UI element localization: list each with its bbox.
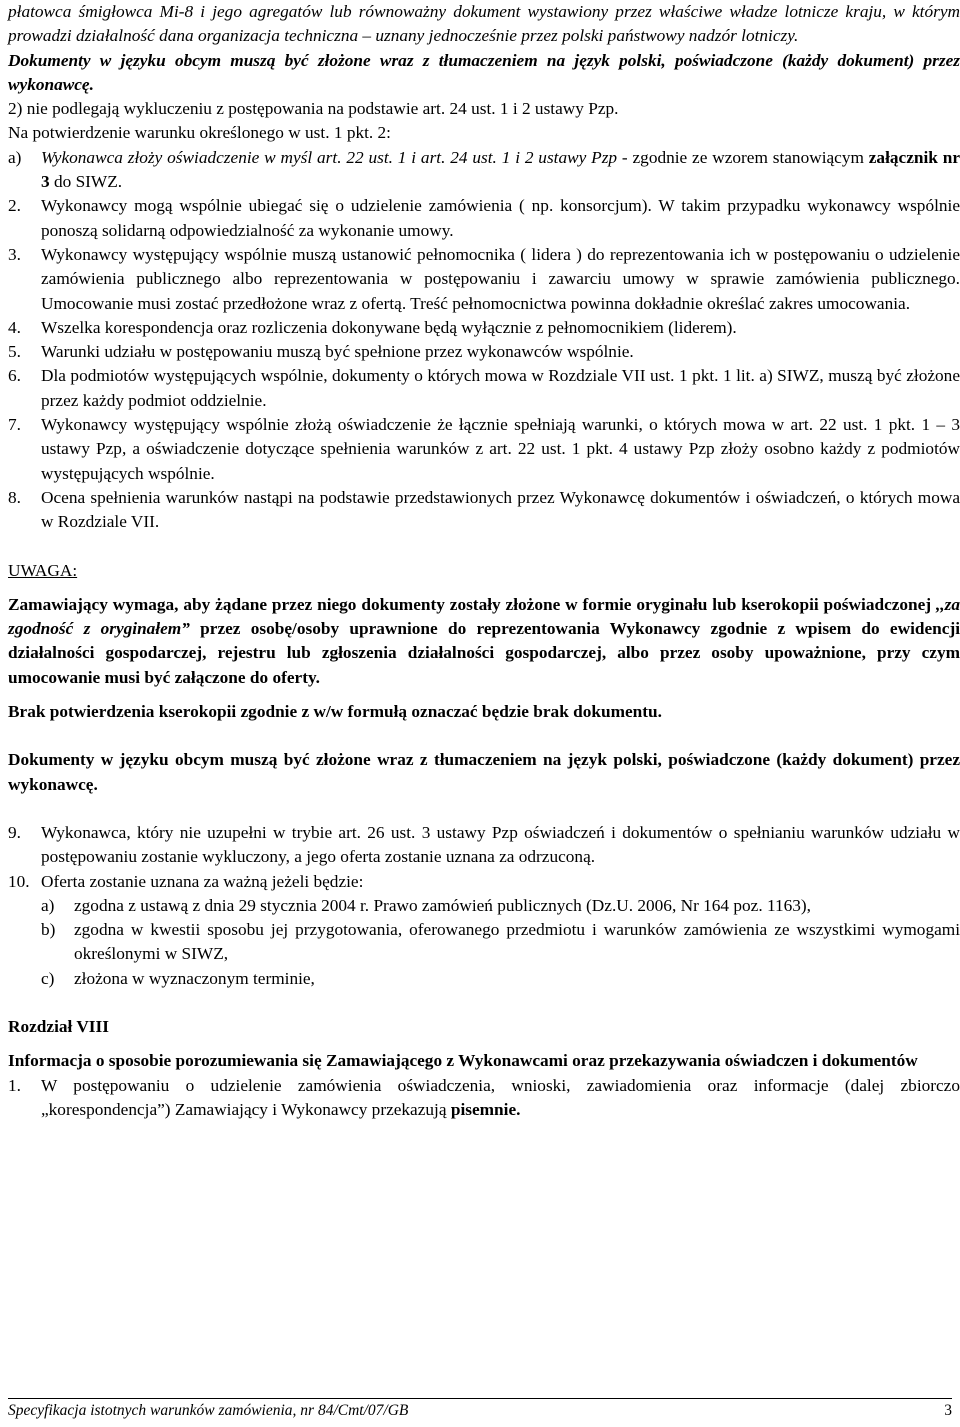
list-item: 1. W postępowaniu o udzielenie zamówienia oświadczenia, wnioski, zawiadomienia oraz informacje (dalej zbiorczo „korespondencja”) Zamawiający i Wykonawcy przekazują pisemnie. [8, 1075, 960, 1119]
paragraph-foreign-docs-note: Dokumenty w języku obcym muszą być złożone wraz z tłumaczeniem na język polski, poświadczone (każdy dokument) przez wykonawcę. [8, 50, 960, 94]
uwaga-label: UWAGA: [8, 560, 78, 580]
chapter-title: Rozdział VIII [8, 1016, 109, 1036]
list-item: 9. Wykonawca, który nie uzupełni w trybie art. 26 ust. 3 ustawy Pzp oświadczeń i dokumentów o spełnianiu warunków udziału w postępowaniu zostanie wykluczony, a jego oferta zostanie uznana za odrzuconą. [8, 822, 960, 867]
sub-list-item: a) zgodna z ustawą z dnia 29 stycznia 2004 r. Prawo zamówień publicznych (Dz.U. 2006, Nr 164 poz. 1163), [41, 895, 811, 915]
condition-2-confirmation: Na potwierdzenie warunku określonego w ust. 1 pkt. 2: [8, 123, 391, 143]
document-page [8, 0, 960, 1122]
uwaga-missing-certification: Brak potwierdzenia kserokopii zgodnie z w/w formułą oznaczać będzie brak dokumentu. [8, 702, 662, 722]
sub-a-italic: Wykonawca złoży oświadczenie w myśl art. 22 ust. 1 i art. 24 ust. 1 i 2 ustawy Pzp [41, 147, 618, 167]
list-item: 5. Warunki udziału w postępowaniu muszą być spełnione przez wykonawców wspólnie. [8, 342, 634, 362]
list-item: 4. Wszelka korespondencja oraz rozliczenia dokonywane będą wyłącznie z pełnomocnikiem (liderem). [8, 317, 737, 337]
chapter-heading: Informacja o sposobie porozumiewania się Zamawiającego z Wykonawcami oraz przekazywania oświadczen i dokumentów [8, 1051, 918, 1071]
list-item: 10. Oferta zostanie uznana za ważną jeżeli będzie: [8, 871, 364, 891]
sub-list-item: c) złożona w wyznaczonym terminie, [41, 968, 315, 988]
list-item: 8. Ocena spełnienia warunków nastąpi na podstawie przedstawionych przez Wykonawcę dokumentów i oświadczeń, o których mowa w Rozdziale VII. [8, 487, 960, 532]
condition-2-sub-a [8, 146, 960, 195]
list-marker: a) [8, 147, 22, 167]
sub-a-text: - zgodnie ze wzorem stanowiącym [617, 147, 869, 167]
sub-list-item: b) zgodna w kwestii sposobu jej przygotowania, oferowanego przedmiotu i warunków zamówienia ze wszystkimi wymogami określonymi w SIWZ, [41, 920, 960, 964]
uwaga-foreign-docs: Dokumenty w języku obcym muszą być złożone wraz z tłumaczeniem na język polski, poświadczone (każdy dokument) przez wykonawcę. [8, 750, 960, 794]
footer-title: Specyfikacja istotnych warunków zamówienia, nr 84/Cmt/07/GB [8, 1402, 409, 1419]
page-footer [8, 1398, 952, 1421]
condition-2-text: 2) nie podlegają wykluczeniu z postępowania na podstawie art. 24 ust. 1 i 2 ustawy Pzp. [8, 99, 619, 119]
list-item: 6. Dla podmiotów występujących wspólnie, dokumenty o których mowa w Rozdziale VII ust. 1 pkt. 1 lit. a) SIWZ, muszą być złożone przez każdy podmiot oddzielnie. [8, 366, 960, 410]
list-item: 7. Wykonawcy występujący wspólnie złożą oświadczenie że łącznie spełniają warunki, o których mowa w art. 22 ust. 1 pkt. 1 – 3 ustawy Pzp, a oświadczenie dotyczące spełnienia warunków z art. 22 ust. 1 pkt. 4 ustawy Pzp złoży osobno każdy z podmiotów występujących wspólnie. [8, 415, 960, 483]
list-item: 2. Wykonawcy mogą wspólnie ubiegać się o udzielenie zamówienia ( np. konsorcjum). W takim przypadku wykonawcy wspólnie ponoszą solidarną odpowiedzialność za wykonanie umowy. [8, 196, 960, 240]
page-number: 3 [944, 1402, 952, 1419]
sub-a-text-end: do SIWZ. [49, 172, 123, 192]
sub-a-attachment: załącznik nr 3 [41, 147, 960, 192]
paragraph-aviation-document: płatowca śmigłowca Mi-8 i jego agregatów lub równoważny dokument wystawiony przez właściwe władze lotnicze kraju, w którym prowadzi działalność dana organizacja techniczna – uznany jednocześnie przez polski państwowy nadzór lotniczy. [8, 2, 960, 46]
list-item: 3. Wykonawcy występujący wspólnie muszą ustanowić pełnomocnika ( lidera ) do reprezentowania ich w postępowaniu o udzielenie zamówienia publicznego albo reprezentowania w postępowaniu i zawarciu umowy w sprawie zamówienia publicznego. Umocowanie musi zostać przedłożone wraz z ofertą. Treść pełnomocnictwa powinna dokładnie określać zakres umocowania. [8, 244, 960, 313]
uwaga-paragraph: Zamawiający wymaga, aby żądane przez niego dokumenty zostały złożone w formie oryginału lub kserokopii poświadczonej ,,za zgodność z oryginałem” przez osobę/osoby uprawnione do reprezentowania Wykonawcy zgodnie z wpisem do ewidencji działalności gospodarczej, rejestru lub zgłoszenia działalności gospodarczej, albo przez osoby upoważnione, przy czym umocowanie musi być załączone do oferty. [8, 594, 960, 687]
